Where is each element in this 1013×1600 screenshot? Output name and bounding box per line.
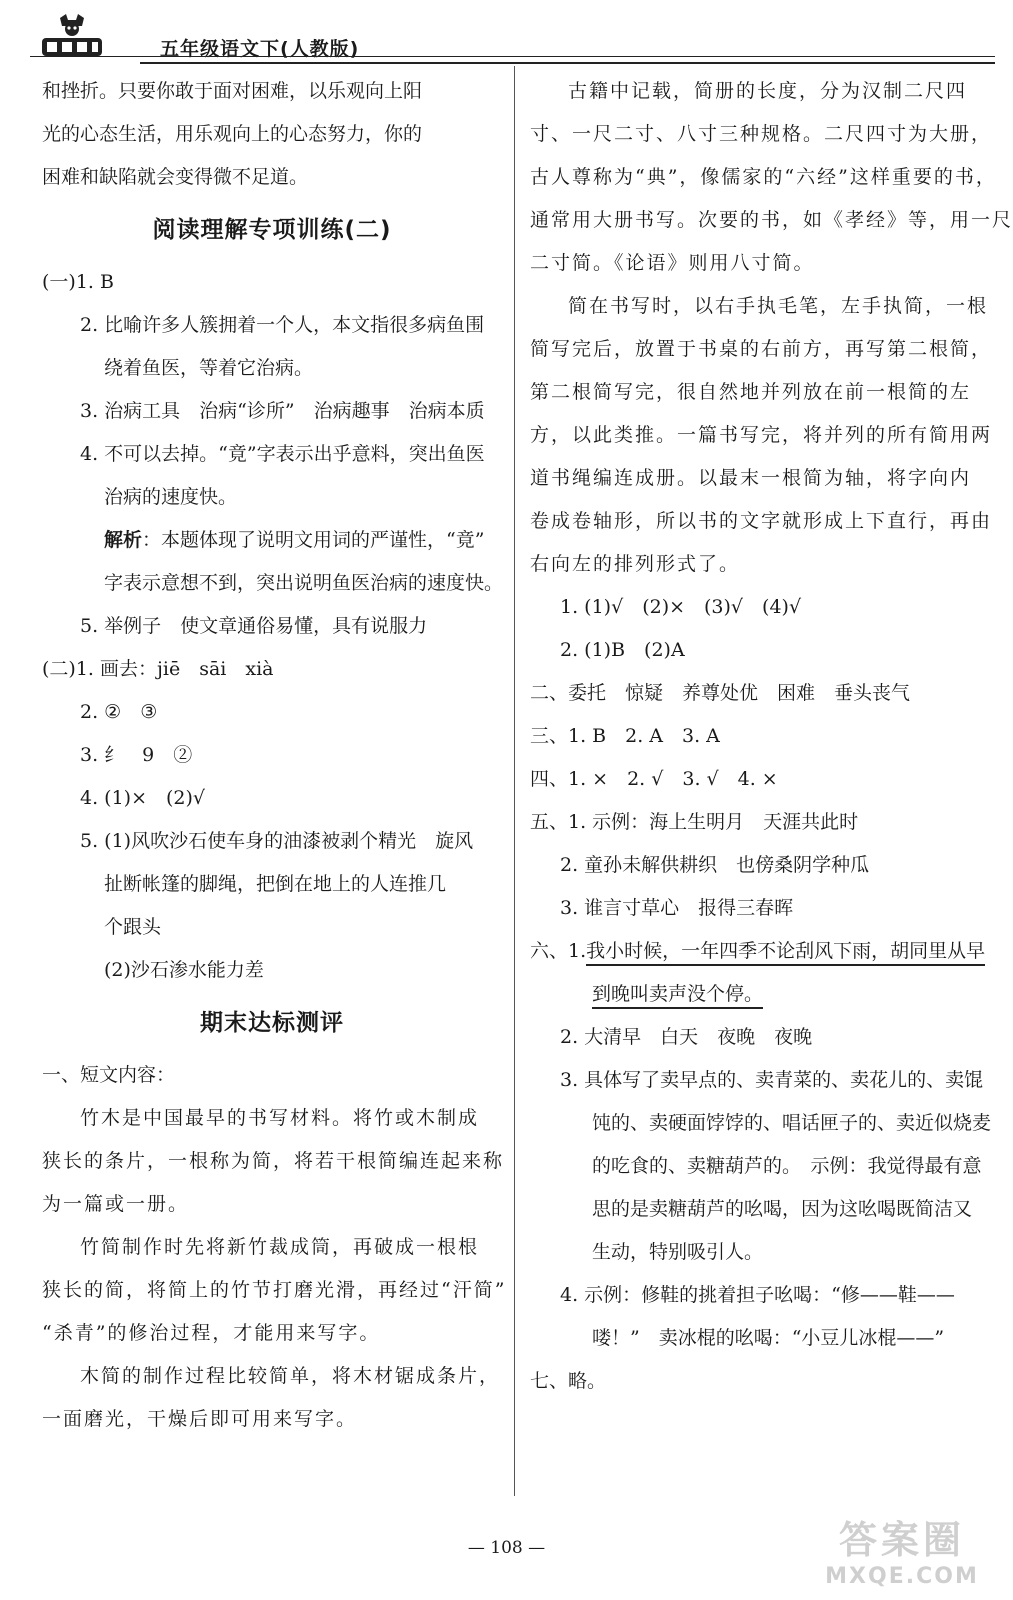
header-title: 五年级语文下(人教版) <box>160 38 360 60</box>
answer-line: 2. 大清早 白天 夜晚 夜晚 <box>560 1026 813 1048</box>
answer-line: 4. (1)× (2)√ <box>80 787 206 809</box>
analysis-line <box>42 519 502 562</box>
passage-line: 右向左的排列形式了。 <box>530 553 741 575</box>
passage-line: “杀青”的修治过程，才能用来写字。 <box>42 1322 381 1344</box>
answer-line: 饨的、卖硬面饽饽的、唱话匣子的、卖近似烧麦 <box>592 1112 992 1134</box>
underlined-sentence: 我小时候，一年四季不论刮风下雨，胡同里从早 <box>586 940 985 966</box>
page-number: — 108 — <box>467 1538 546 1558</box>
passage-line: 为一篇或一册。 <box>42 1193 190 1215</box>
answer-line: 的吃食的、卖糖葫芦的。 示例：我觉得最有意 <box>592 1155 982 1177</box>
passage-line: 狭长的简，将简上的竹节打磨光滑，再经过“汗简” <box>42 1279 507 1301</box>
answer-line: 1. (1)√ (2)× (3)√ (4)√ <box>560 596 802 618</box>
watermark <box>807 1516 997 1594</box>
text-line: 和挫折。只要你敢于面对困难，以乐观向上阳 <box>42 80 423 102</box>
header-rule-thin <box>30 56 995 57</box>
passage-line: 古人尊称为“典”，像儒家的“六经”这样重要的书， <box>530 166 997 188</box>
analysis-line: 字表示意想不到，突出说明鱼医治病的速度快。 <box>104 572 504 594</box>
answer-line: 4. 示例：修鞋的挑着担子吆喝：“修——鞋—— <box>560 1284 955 1306</box>
passage-line: 寸、一尺二寸、八寸三种规格。二尺四寸为大册， <box>530 123 993 145</box>
answer-line: 4. 不可以去掉。“竟”字表示出乎意料，突出鱼医 <box>80 443 485 465</box>
answer-line: 七、略。 <box>530 1370 607 1392</box>
answer-line: 3. 谁言寸草心 报得三春晖 <box>560 897 794 919</box>
passage-line: 狭长的条片，一根称为简，将若干根简编连起来称 <box>42 1150 505 1172</box>
passage-line: 竹简制作时先将新竹裁成筒，再破成一根根 <box>80 1236 480 1258</box>
answer-line: 治病的速度快。 <box>104 486 238 508</box>
watermark-text: 答案圈 <box>838 1518 965 1562</box>
answer-line: 绕着鱼医，等着它治病。 <box>104 357 314 379</box>
left-column <box>42 70 507 1441</box>
answer-line: 思的是卖糖葫芦的吆喝，因为这吆喝既简洁又 <box>592 1198 973 1220</box>
answer-line: 3. 具体写了卖早点的、卖青菜的、卖花儿的、卖馄 <box>560 1069 984 1091</box>
answer-line: 二、委托 惊疑 养尊处优 困难 垂头丧气 <box>530 682 911 704</box>
passage-line: 木简的制作过程比较简单，将木材锯成条片， <box>80 1365 501 1387</box>
answer-line: 2. 童孙未解供耕织 也傍桑阴学种瓜 <box>560 854 870 876</box>
page-header <box>30 12 995 60</box>
answer-line: 扯断帐篷的脚绳，把倒在地上的人连推几 <box>104 873 447 895</box>
analysis-label: 解析 <box>104 529 143 551</box>
passage-line: 道书绳编连成册。以最末一根简为轴，将字向内 <box>530 467 972 489</box>
column-divider <box>514 66 515 1496</box>
section-title: 阅读理解专项训练(二) <box>152 217 392 243</box>
watermark-url: MXQE.COM <box>825 1564 979 1589</box>
passage-line: 一面磨光，干燥后即可用来写字。 <box>42 1408 358 1430</box>
answer-line: 2. (1)B (2)A <box>560 639 685 661</box>
passage-line: 竹木是中国最早的书写材料。将竹或木制成 <box>80 1107 480 1129</box>
answer-line: 个跟头 <box>104 916 162 938</box>
passage-label: 一、短文内容： <box>42 1064 176 1086</box>
passage-line: 第二根简写完，很自然地并列放在前一根简的左 <box>530 381 972 403</box>
underlined-sentence: 到晚叫卖声没个停。 <box>592 983 763 1009</box>
text-line: 困难和缺陷就会变得微不足道。 <box>42 166 309 188</box>
passage-line: 简在书写时，以右手执毛笔，左手执简，一根 <box>568 295 989 317</box>
answer-line: 2. ② ③ <box>80 701 158 723</box>
answer-line: 生动，特别吸引人。 <box>592 1241 764 1263</box>
passage-line: 二寸简。《论语》则用八寸简。 <box>530 252 815 274</box>
right-column <box>530 70 1013 1403</box>
answer-line: 喽！” 卖冰棍的吆喝：“小豆儿冰棍——” <box>592 1327 945 1349</box>
question-number: 六、1. <box>530 940 587 962</box>
section-title: 期末达标测评 <box>200 1010 344 1036</box>
brand-logo-icon <box>38 14 106 58</box>
answer-line: 三、1. B 2. A 3. A <box>530 725 720 747</box>
text-line: 光的心态生活，用乐观向上的心态努力，你的 <box>42 123 423 145</box>
passage-line: 方，以此类推。一篇书写完，将并列的所有简用两 <box>530 424 993 446</box>
passage-line: 古籍中记载，简册的长度，分为汉制二尺四 <box>568 80 968 102</box>
answer-line: 四、1. × 2. √ 3. √ 4. × <box>530 768 778 790</box>
header-rule <box>140 62 995 64</box>
passage-line: 简写完后，放置于书桌的右前方，再写第二根简， <box>530 338 993 360</box>
answer-line: (二)1. 画去：jiē sāi xià <box>42 658 274 680</box>
answer-line: 5. (1)风吹沙石使车身的油漆被剥个精光 旋风 <box>80 830 474 852</box>
answer-line: 五、1. 示例：海上生明月 天涯共此时 <box>530 811 859 833</box>
passage-line: 卷成卷轴形，所以书的文字就形成上下直行，再由 <box>530 510 993 532</box>
answer-line: 2. 比喻许多人簇拥着一个人，本文指很多病鱼围 <box>80 314 485 336</box>
answer-line <box>530 973 992 1016</box>
answer-line: (一)1. B <box>42 271 114 293</box>
analysis-text: ：本题体现了说明文用词的严谨性，“竟” <box>142 529 485 551</box>
answer-line: (2)沙石渗水能力差 <box>104 959 264 981</box>
answer-line <box>530 930 992 973</box>
answer-line: 3. 治病工具 治病“诊所” 治病趣事 治病本质 <box>80 400 485 422</box>
answer-line: 3. 纟 9 ② <box>80 744 193 766</box>
passage-line: 通常用大册书写。次要的书，如《孝经》等，用一尺 <box>530 209 1013 231</box>
answer-line: 5. 举例子 使文章通俗易懂，具有说服力 <box>80 615 428 637</box>
